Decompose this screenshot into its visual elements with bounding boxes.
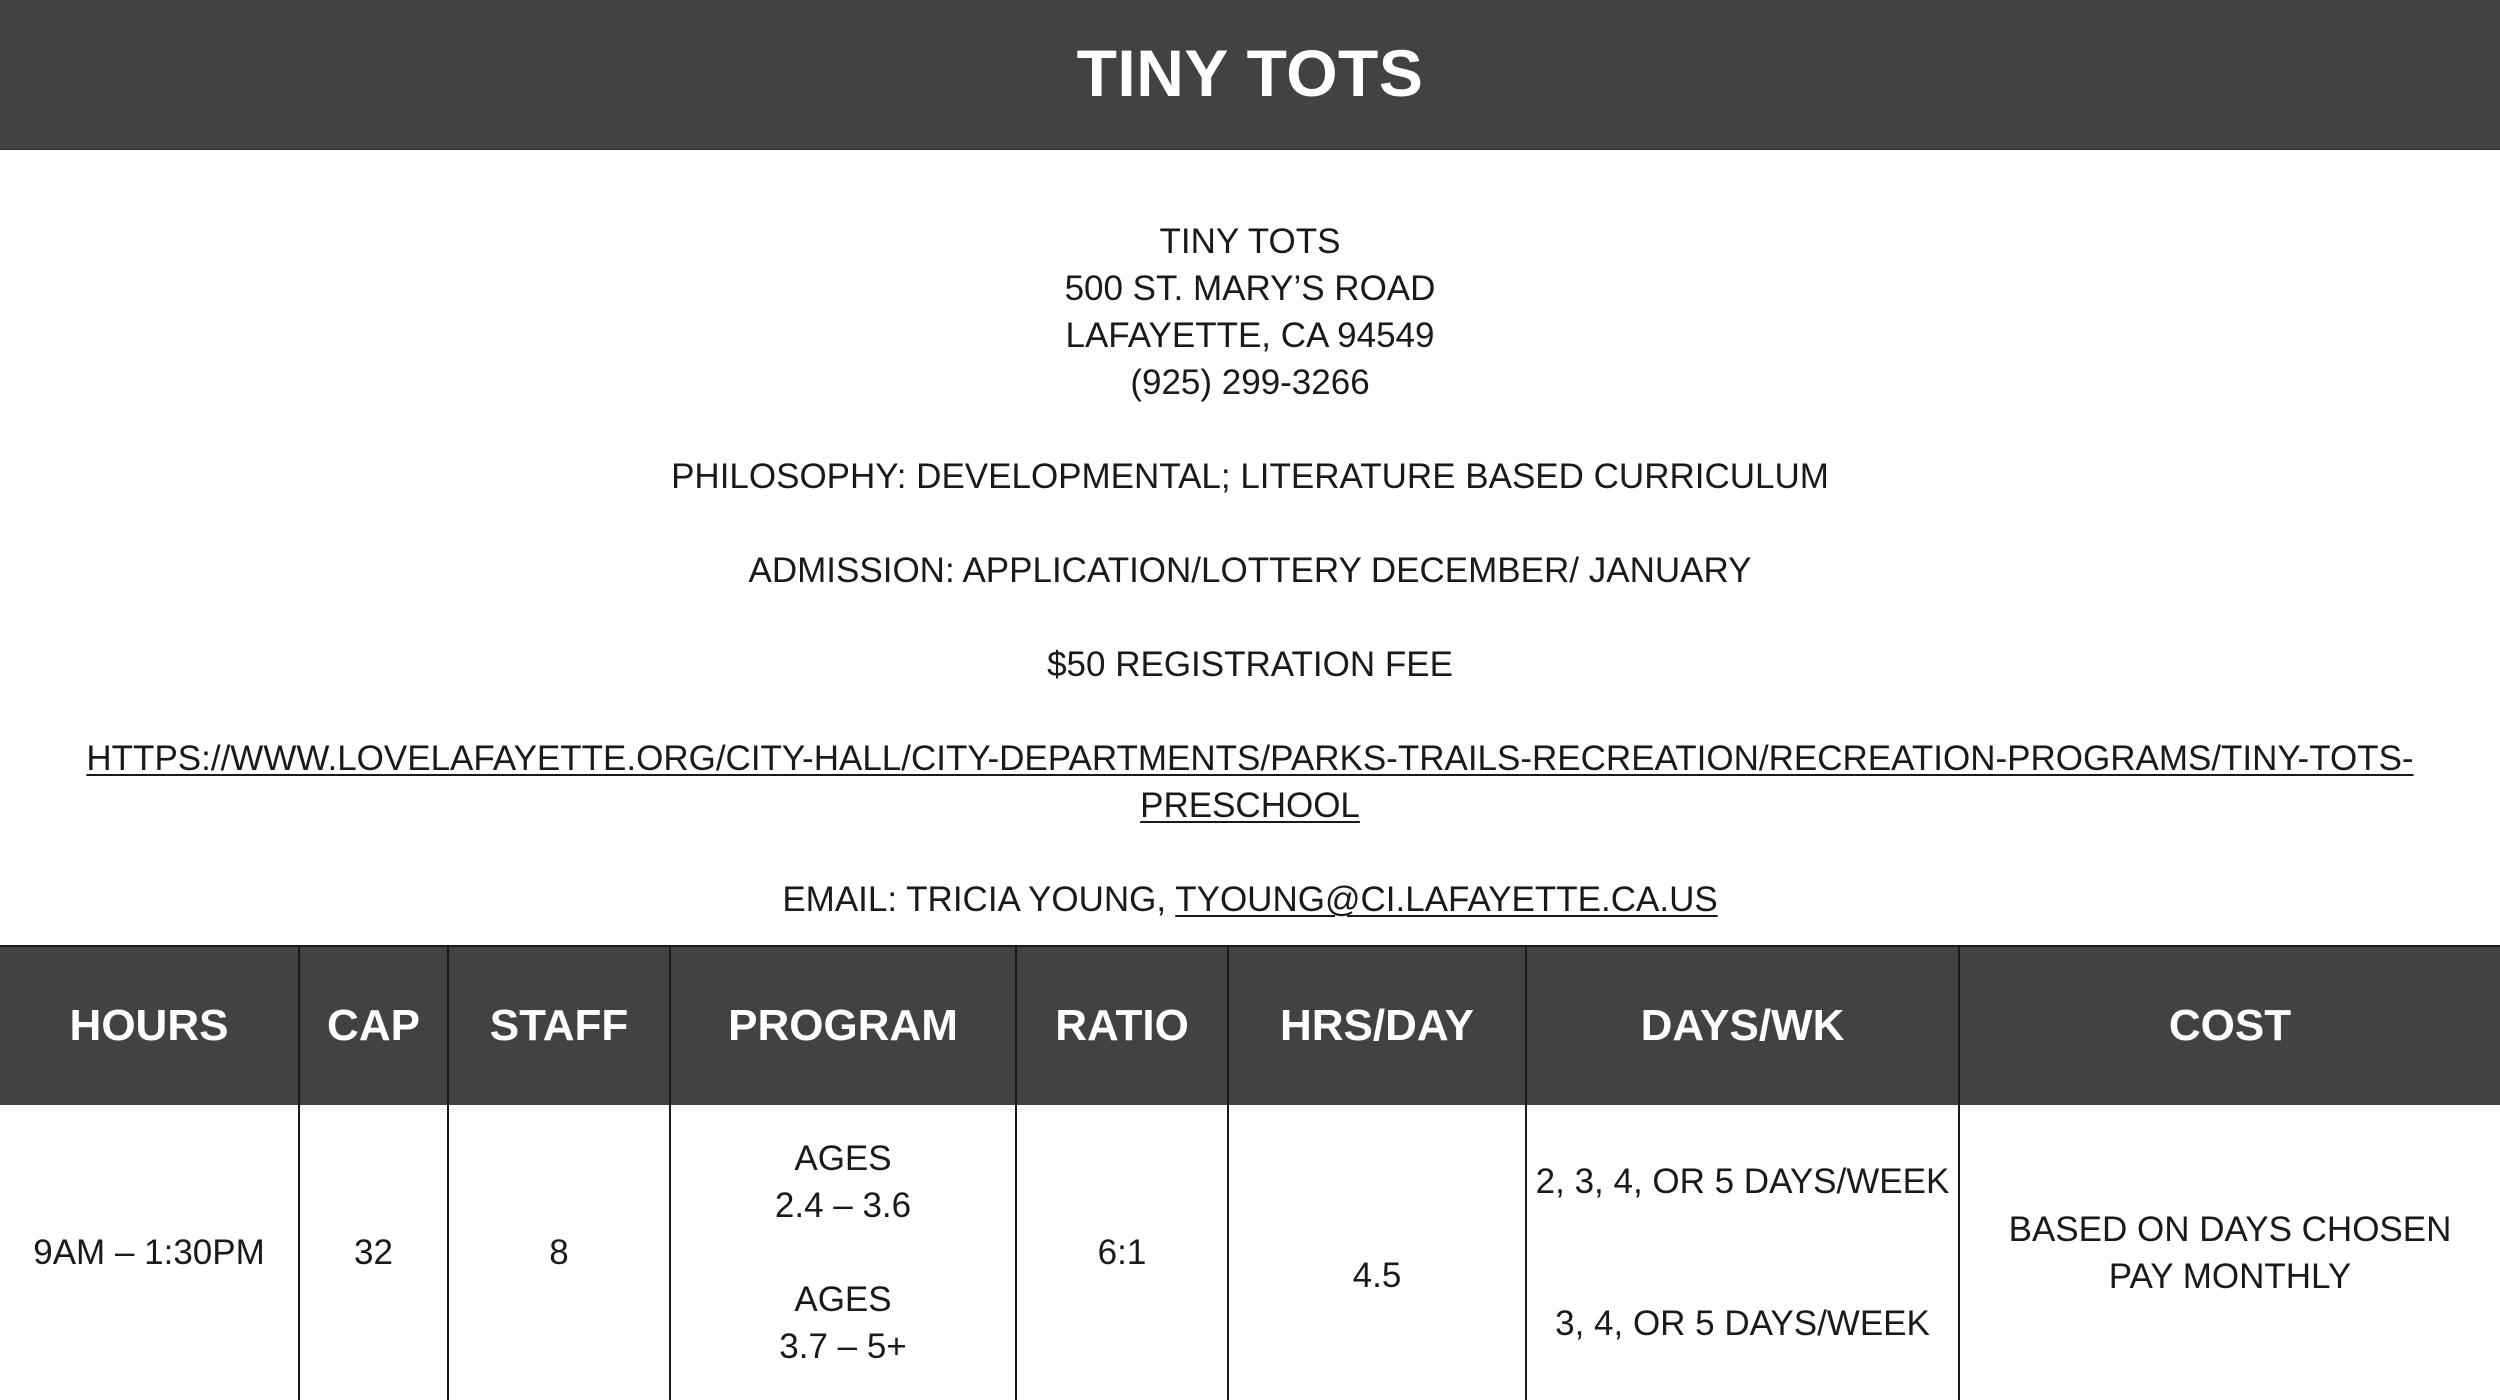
- program-age-range-2: 3.7 – 5+: [779, 1327, 907, 1366]
- table-header-row: [0, 946, 2500, 1105]
- days-option-2: 3, 4, OR 5 DAYS/WEEK: [1555, 1304, 1930, 1343]
- cell-staff: 8: [448, 1105, 670, 1400]
- cell-hrs-day: [1228, 1105, 1526, 1400]
- phone-number: (925) 299-3266: [1130, 363, 1370, 402]
- program-age-range-1: 2.4 – 3.6: [774, 1186, 912, 1225]
- header-hours: HOURS: [0, 946, 299, 1105]
- email-link[interactable]: TYOUNG@CI.LAFAYETTE.CA.US: [1175, 880, 1718, 919]
- program-age-label-2: AGES: [794, 1280, 892, 1319]
- hrs-day-value: 4.5: [1352, 1256, 1402, 1295]
- address-block: [0, 218, 2500, 406]
- header-cap: CAP: [299, 946, 448, 1105]
- days-option-1: 2, 3, 4, OR 5 DAYS/WEEK: [1535, 1162, 1950, 1201]
- program-age-label-1: AGES: [794, 1139, 892, 1178]
- email-label: EMAIL: TRICIA YOUNG,: [782, 880, 1176, 919]
- admission-text: ADMISSION: APPLICATION/LOTTERY DECEMBER/ JANUARY: [748, 551, 1752, 590]
- cell-cost: [1959, 1105, 2500, 1400]
- page-header: [0, 0, 2500, 150]
- cost-line-1: BASED ON DAYS CHOSEN: [2008, 1209, 2452, 1249]
- cell-cap: 32: [299, 1105, 448, 1400]
- header-hrs-day: HRS/DAY: [1228, 946, 1526, 1105]
- schedule-table: [0, 945, 2500, 1400]
- cell-ratio: 6:1: [1016, 1105, 1228, 1400]
- header-program: PROGRAM: [670, 946, 1016, 1105]
- cost-line-2: PAY MONTHLY: [2108, 1256, 2352, 1296]
- email-line: [0, 876, 2500, 923]
- school-name: TINY TOTS: [1159, 222, 1341, 261]
- cell-program: [670, 1105, 1016, 1400]
- street-address: 500 ST. MARY’S ROAD: [1064, 269, 1436, 308]
- header-staff: STAFF: [448, 946, 670, 1105]
- registration-fee: $50 REGISTRATION FEE: [1047, 645, 1453, 684]
- header-days-wk: DAYS/WK: [1526, 946, 1959, 1105]
- program-info: [0, 149, 2500, 923]
- program-website-link[interactable]: HTTPS://WWW.LOVELAFAYETTE.ORG/CITY-HALL/CITY-DEPARTMENTS/PARKS-TRAILS-RECREATION/RECREATION-PROGRAMS/TINY-TOTS-PRESCHOOL: [86, 739, 2414, 825]
- cell-hours: 9AM – 1:30PM: [0, 1105, 299, 1400]
- city-state-zip: LAFAYETTE, CA 94549: [1065, 316, 1435, 355]
- header-cost: COST: [1959, 946, 2500, 1105]
- cell-days-wk: [1526, 1105, 1959, 1400]
- table-row: [0, 1105, 2500, 1400]
- philosophy-text: PHILOSOPHY: DEVELOPMENTAL; LITERATURE BASED CURRICULUM: [671, 457, 1829, 496]
- page-title: TINY TOTS: [1076, 35, 1424, 110]
- header-ratio: RATIO: [1016, 946, 1228, 1105]
